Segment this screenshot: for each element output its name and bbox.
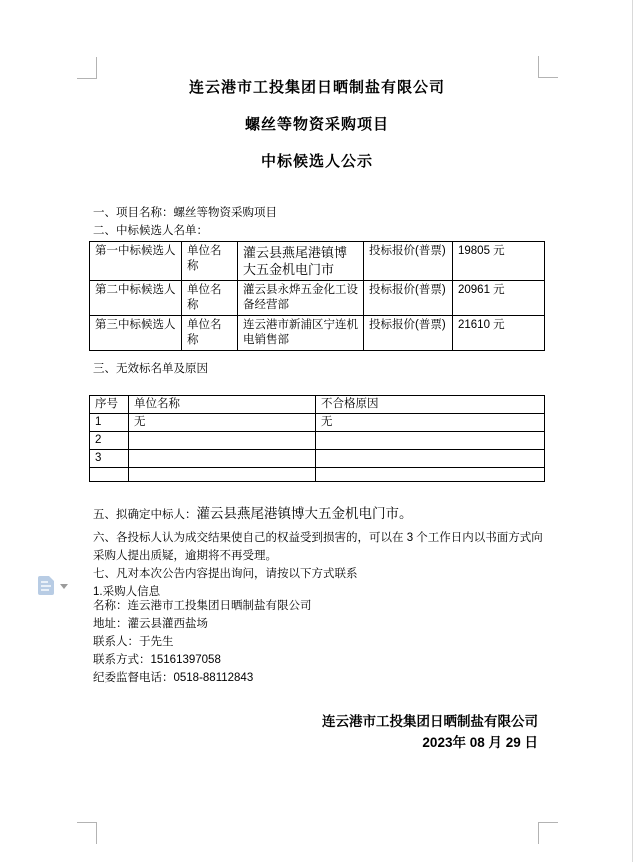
signature-company: 连云港市工投集团日晒制盐有限公司 [322, 714, 538, 729]
invalid-bids-table [89, 395, 545, 482]
table-header-row [90, 396, 545, 414]
table-row [90, 414, 545, 432]
title-company: 连云港市工投集团日晒制盐有限公司 [188, 79, 445, 96]
candidate-company: 连云港市新浦区宁连机电销售部 [238, 316, 364, 351]
crop-mark-bottom-right [538, 822, 558, 844]
page-edge-line [632, 0, 633, 862]
cell-reason [316, 450, 545, 468]
candidate-rank: 第二中标候选人 [90, 281, 182, 316]
cell-index: 1 [90, 414, 129, 432]
candidate-rank: 第三中标候选人 [90, 316, 182, 351]
paste-options-button[interactable] [36, 574, 70, 598]
paste-options-icon [38, 576, 54, 595]
supervision-phone: 纪委监督电话：0518-88112843 [93, 672, 254, 684]
col-header-company: 单位名称 [129, 396, 316, 414]
buyer-contact-person: 联系人：于先生 [93, 636, 174, 648]
signature-block [96, 711, 538, 753]
candidate-price-label: 投标报价(普票) [364, 316, 453, 351]
cell-company: 无 [129, 414, 316, 432]
paragraph-project-name: 一、项目名称：螺丝等物资采购项目 [93, 207, 277, 219]
cell-reason [316, 432, 545, 450]
paragraph-block-notice [93, 529, 545, 601]
title-announcement: 中标候选人公示 [260, 153, 373, 170]
crop-mark-top-right [538, 56, 558, 78]
candidate-price: 21610 元 [453, 316, 545, 351]
buyer-name: 名称：连云港市工投集团日晒制盐有限公司 [93, 600, 312, 612]
col-header-reason: 不合格原因 [316, 396, 545, 414]
candidate-company: 灌云县燕尾港镇博大五金机电门市 [238, 242, 364, 281]
candidate-price: 19805 元 [453, 242, 545, 281]
table-row [90, 468, 545, 482]
table-row [90, 281, 545, 316]
paragraph-candidates-heading: 二、中标候选人名单： [93, 225, 208, 237]
paragraph-invalid-heading: 三、无效标名单及原因 [93, 363, 208, 375]
table-row [90, 316, 545, 351]
cell-reason [316, 468, 545, 482]
table-row [90, 432, 545, 450]
selected-winner-company: 灌云县燕尾港镇博大五金机电门市。 [196, 506, 413, 521]
table-row [90, 450, 545, 468]
candidate-name-label: 单位名称 [182, 316, 238, 351]
paragraph-inquiry-notice: 七、凡对本次公告内容提出询问，请按以下方式联系 [93, 568, 358, 580]
cell-index: 2 [90, 432, 129, 450]
buyer-address: 地址：灌云县灌西盐场 [93, 618, 208, 630]
cell-company [129, 468, 316, 482]
signature-date: 2023年 08 月 29 日 [422, 735, 538, 750]
candidate-price: 20961 元 [453, 281, 545, 316]
table-row [90, 242, 545, 281]
candidate-name-label: 单位名称 [182, 242, 238, 281]
cell-index: 3 [90, 450, 129, 468]
title-block [96, 78, 538, 189]
chevron-down-icon[interactable] [60, 584, 68, 589]
candidate-price-label: 投标报价(普票) [364, 281, 453, 316]
candidates-table [89, 241, 545, 351]
candidate-name-label: 单位名称 [182, 281, 238, 316]
candidate-rank: 第一中标候选人 [90, 242, 182, 281]
buyer-info-heading: 1.采购人信息 [93, 586, 161, 598]
buyer-contact-block [93, 597, 545, 687]
paragraph-objection-notice: 六、各投标人认为成交结果使自己的权益受到损害的，可以在 3 个工作日内以书面方式向采购人提出质疑，逾期将不再受理。 [93, 532, 543, 562]
candidate-price-label: 投标报价(普票) [364, 242, 453, 281]
candidate-company: 灌云县永烨五金化工设备经营部 [238, 281, 364, 316]
cell-company [129, 432, 316, 450]
selected-winner-prefix: 五、拟确定中标人： [93, 509, 197, 521]
cell-reason: 无 [316, 414, 545, 432]
title-project: 螺丝等物资采购项目 [244, 116, 389, 133]
crop-mark-bottom-left [77, 822, 97, 844]
col-header-index: 序号 [90, 396, 129, 414]
paragraph-selected-winner [93, 505, 545, 524]
crop-mark-top-left [77, 57, 97, 79]
cell-company [129, 450, 316, 468]
cell-index [90, 468, 129, 482]
buyer-phone: 联系方式：15161397058 [93, 654, 221, 666]
